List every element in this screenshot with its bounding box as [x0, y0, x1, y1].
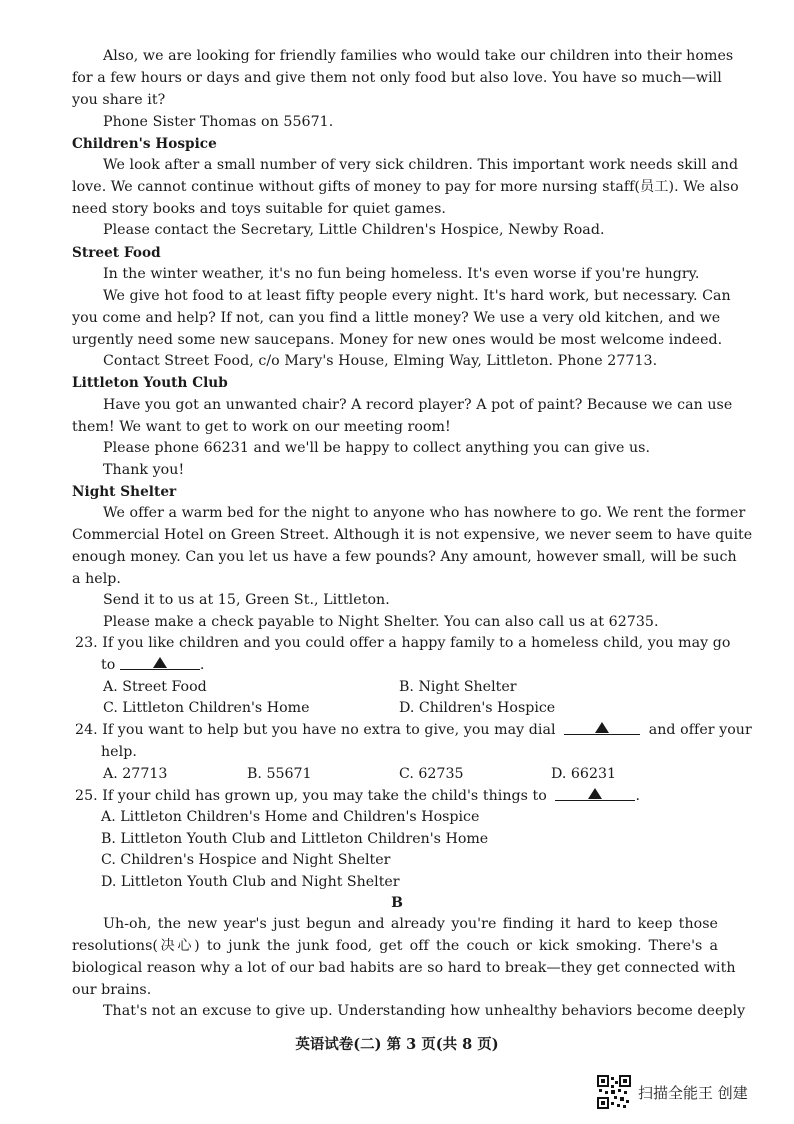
- question-24-start: 24. If you want to help but you have no extra to give, you may dial: [75, 722, 556, 738]
- text-line: urgently need some new saucepans. Money for new ones would be most welcome indeed.: [72, 332, 723, 348]
- question-25-stem: [75, 786, 721, 806]
- option-24-b: B. 55671: [247, 766, 312, 782]
- text-line: Commercial Hotel on Green Street. Although it is not expensive, we never seem to have quite: [72, 527, 753, 543]
- option-25-c: C. Children's Hospice and Night Shelter: [101, 852, 391, 868]
- text-line: our brains.: [72, 982, 152, 998]
- question-24-stem: [75, 720, 752, 740]
- question-24-end: and offer your: [648, 722, 752, 738]
- option-24-c: C. 62735: [399, 766, 464, 782]
- text-line: Uh-oh, the new year's just begun and already you're finding it hard to keep those: [103, 916, 718, 932]
- answer-blank[interactable]: [555, 786, 635, 801]
- text-line: Please make a check payable to Night Shelter. You can also call us at 62735.: [103, 614, 659, 630]
- text-line: That's not an excuse to give up. Understanding how unhealthy behaviors become deeply: [103, 1003, 746, 1019]
- qr-code-icon: [597, 1075, 631, 1109]
- question-25-end: .: [635, 788, 641, 804]
- option-24-a: A. 27713: [103, 766, 168, 782]
- option-23-d: D. Children's Hospice: [399, 700, 556, 716]
- text-line: Please phone 66231 and we'll be happy to collect anything you can give us.: [103, 440, 651, 456]
- answer-blank[interactable]: [120, 655, 200, 670]
- option-24-d: D. 66231: [551, 766, 617, 782]
- text-line: We give hot food to at least fifty people every night. It's hard work, but necessary. Can: [103, 288, 731, 304]
- option-25-d: D. Littleton Youth Club and Night Shelter: [101, 874, 400, 890]
- text-line: enough money. Can you let us have a few pounds? Any amount, however small, will be such: [72, 549, 737, 565]
- text-line: Have you got an unwanted chair? A record player? A pot of paint? Because we can use: [103, 397, 733, 413]
- text-line: Please contact the Secretary, Little Children's Hospice, Newby Road.: [103, 222, 605, 238]
- option-23-a: A. Street Food: [103, 679, 207, 695]
- triangle-marker-icon: [153, 657, 167, 668]
- scanner-watermark-text: 扫描全能王 创建: [638, 1084, 748, 1102]
- text-line: them! We want to get to work on our meeting room!: [72, 419, 451, 435]
- answer-blank[interactable]: [564, 720, 640, 735]
- text-line: love. We cannot continue without gifts of money to pay for more nursing staff(员工). We also: [72, 179, 739, 195]
- text-line: biological reason why a lot of our bad habits are so hard to break—they get connected with: [72, 960, 736, 976]
- question-25-start: 25. If your child has grown up, you may take the child's things to: [75, 788, 547, 804]
- triangle-marker-icon: [588, 788, 602, 799]
- text-line: We offer a warm bed for the night to anyone who has nowhere to go. We rent the former: [103, 505, 746, 521]
- section-b-label: B: [391, 895, 403, 911]
- text-line: resolutions(决心) to junk the junk food, get off the couch or kick smoking. There's a: [72, 938, 718, 954]
- text-line: a help.: [72, 571, 121, 587]
- option-25-a: A. Littleton Children's Home and Children's Hospice: [101, 809, 480, 825]
- text-line: for a few hours or days and give them not only food but also love. You have so much—will: [72, 70, 722, 86]
- question-24-line2: help.: [101, 744, 137, 760]
- question-23-end: .: [199, 657, 205, 673]
- text-line: need story books and toys suitable for quiet games.: [72, 201, 446, 217]
- heading-night-shelter: Night Shelter: [72, 484, 177, 500]
- option-23-b: B. Night Shelter: [399, 679, 517, 695]
- heading-street-food: Street Food: [72, 245, 161, 261]
- text-line: Also, we are looking for friendly families who would take our children into their homes: [103, 48, 734, 64]
- text-line: Thank you!: [103, 462, 185, 478]
- heading-childrens-hospice: Children's Hospice: [72, 136, 217, 152]
- text-line: Send it to us at 15, Green St., Littleton.: [103, 592, 390, 608]
- text-line: you come and help? If not, can you find a little money? We use a very old kitchen, and we: [72, 310, 721, 326]
- text-line: Phone Sister Thomas on 55671.: [103, 114, 334, 130]
- option-23-c: C. Littleton Children's Home: [103, 700, 310, 716]
- question-23-line2: [101, 655, 747, 675]
- heading-youth-club: Littleton Youth Club: [72, 375, 228, 391]
- triangle-marker-icon: [595, 722, 609, 733]
- question-23-to: to: [101, 657, 116, 673]
- text-line: Contact Street Food, c/o Mary's House, Elming Way, Littleton. Phone 27713.: [103, 353, 658, 369]
- text-line: In the winter weather, it's no fun being homeless. It's even worse if you're hungry.: [103, 266, 700, 282]
- text-line: you share it?: [72, 92, 166, 108]
- question-23-stem: 23. If you like children and you could offer a happy family to a homeless child, you may go: [75, 635, 731, 651]
- text-line: We look after a small number of very sick children. This important work needs skill and: [103, 157, 739, 173]
- option-25-b: B. Littleton Youth Club and Littleton Children's Home: [101, 831, 489, 847]
- page-footer: 英语试卷(二) 第 3 页(共 8 页): [295, 1036, 499, 1053]
